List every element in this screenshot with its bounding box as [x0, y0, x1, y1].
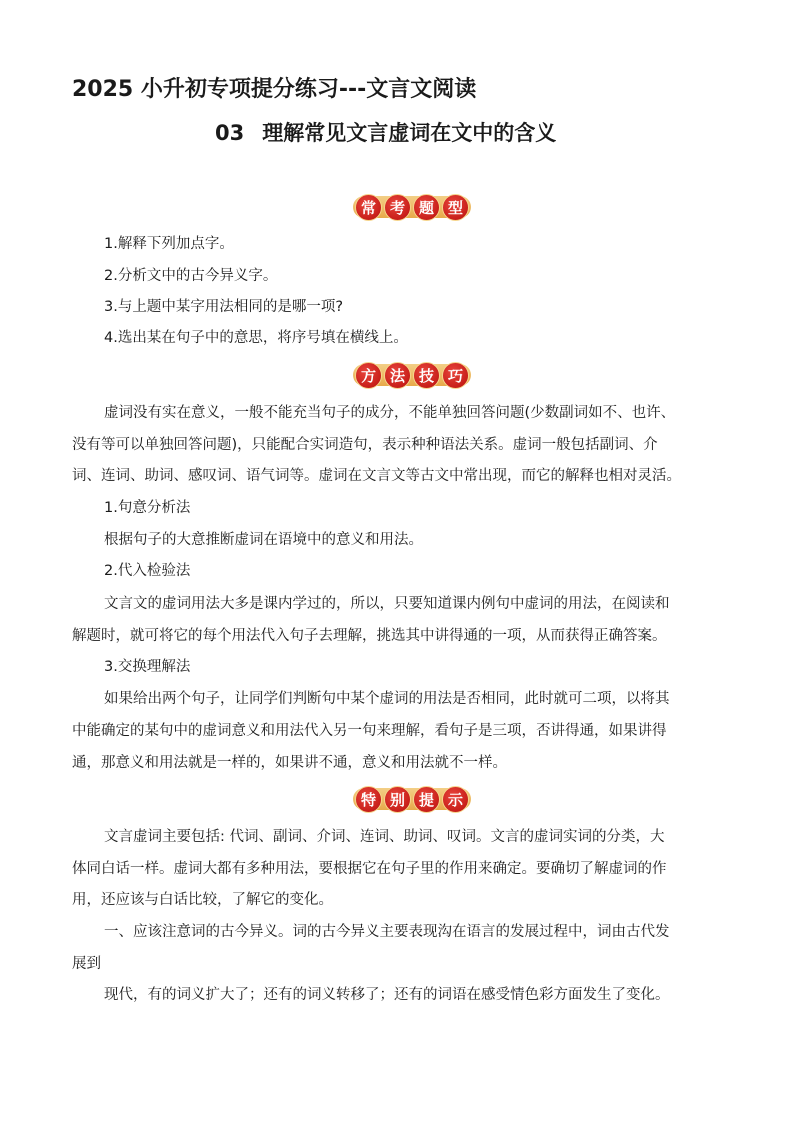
method-heading: 1.句意分析法	[104, 500, 191, 516]
tip-paragraph-line: 体同白话一样。虚词大都有多种用法，要根据它在句子里的作用来确定。要确切了解虚词的作	[72, 861, 667, 877]
method-heading: 3.交换理解法	[104, 659, 191, 675]
banner-char: 型	[442, 194, 469, 221]
subtitle-text: 理解常见文言虚词在文中的含义	[262, 121, 557, 145]
document-subtitle	[215, 117, 556, 147]
tip-paragraph-line: 用，还应该与白话比较，了解它的变化。	[72, 892, 333, 908]
question-type-item: 1.解释下列加点字。	[104, 236, 234, 252]
banner-char: 特	[355, 786, 382, 813]
banner-char: 常	[355, 194, 382, 221]
section-banner-methods	[349, 358, 475, 392]
method-paragraph-line: 如果给出两个句子，让同学们判断句中某个虚词的用法是否相同，此时就可二项，以将其	[104, 691, 670, 707]
banner-char: 示	[442, 786, 469, 813]
banner-char: 提	[413, 786, 440, 813]
tip-paragraph-line: 一、应该注意词的古今异义。词的古今异义主要表现沟在语言的发展过程中，词由古代发	[104, 924, 670, 940]
banner-char: 法	[384, 362, 411, 389]
document-title: 2025 小升初专项提分练习---文言文阅读	[72, 77, 477, 102]
tip-paragraph-line: 现代，有的词义扩大了；还有的词义转移了；还有的词语在感受情色彩方面发生了变化。	[104, 987, 670, 1003]
method-paragraph-line: 词、连词、助词、感叹词、语气词等。虚词在文言文等古文中常出现，而它的解释也相对灵活。	[72, 468, 681, 484]
banner-char: 巧	[442, 362, 469, 389]
method-paragraph-line: 解题时，就可将它的每个用法代入句子去理解，挑选其中讲得通的一项，从而获得正确答案。	[72, 628, 667, 644]
subtitle-number: 03	[215, 121, 245, 145]
question-type-item: 2.分析文中的古今异义字。	[104, 268, 278, 284]
question-type-item: 4.选出某在句子中的意思，将序号填在横线上。	[104, 330, 408, 346]
section-banner-tips	[349, 782, 475, 816]
method-paragraph-line: 没有等可以单独回答问题)，只能配合实词造句，表示种种语法关系。虚词一般包括副词、介	[72, 437, 658, 453]
banner-char: 别	[384, 786, 411, 813]
banner-char: 题	[413, 194, 440, 221]
method-paragraph-line: 根据句子的大意推断虚词在语境中的意义和用法。	[104, 532, 423, 548]
banner-char: 技	[413, 362, 440, 389]
method-heading: 2.代入检验法	[104, 563, 191, 579]
method-paragraph-line: 通，那意义和用法就是一样的，如果讲不通，意义和用法就不一样。	[72, 755, 507, 771]
banner-char: 方	[355, 362, 382, 389]
question-type-item: 3.与上题中某字用法相同的是哪一项?	[104, 299, 344, 315]
method-paragraph-line: 文言文的虚词用法大多是课内学过的，所以，只要知道课内例句中虚词的用法，在阅读和	[104, 596, 670, 612]
tip-paragraph-line: 文言虚词主要包括: 代词、副词、介词、连词、助词、叹词。文言的虚词实词的分类，大	[104, 829, 665, 845]
banner-char: 考	[384, 194, 411, 221]
method-paragraph-line: 虚词没有实在意义，一般不能充当句子的成分，不能单独回答问题(少数副词如不、也许、	[104, 405, 676, 421]
method-paragraph-line: 中能确定的某句中的虚词意义和用法代入另一句来理解，看句子是三项，否讲得通，如果讲得	[72, 723, 667, 739]
tip-paragraph-line: 展到	[72, 956, 101, 972]
section-banner-question-types	[349, 190, 475, 224]
